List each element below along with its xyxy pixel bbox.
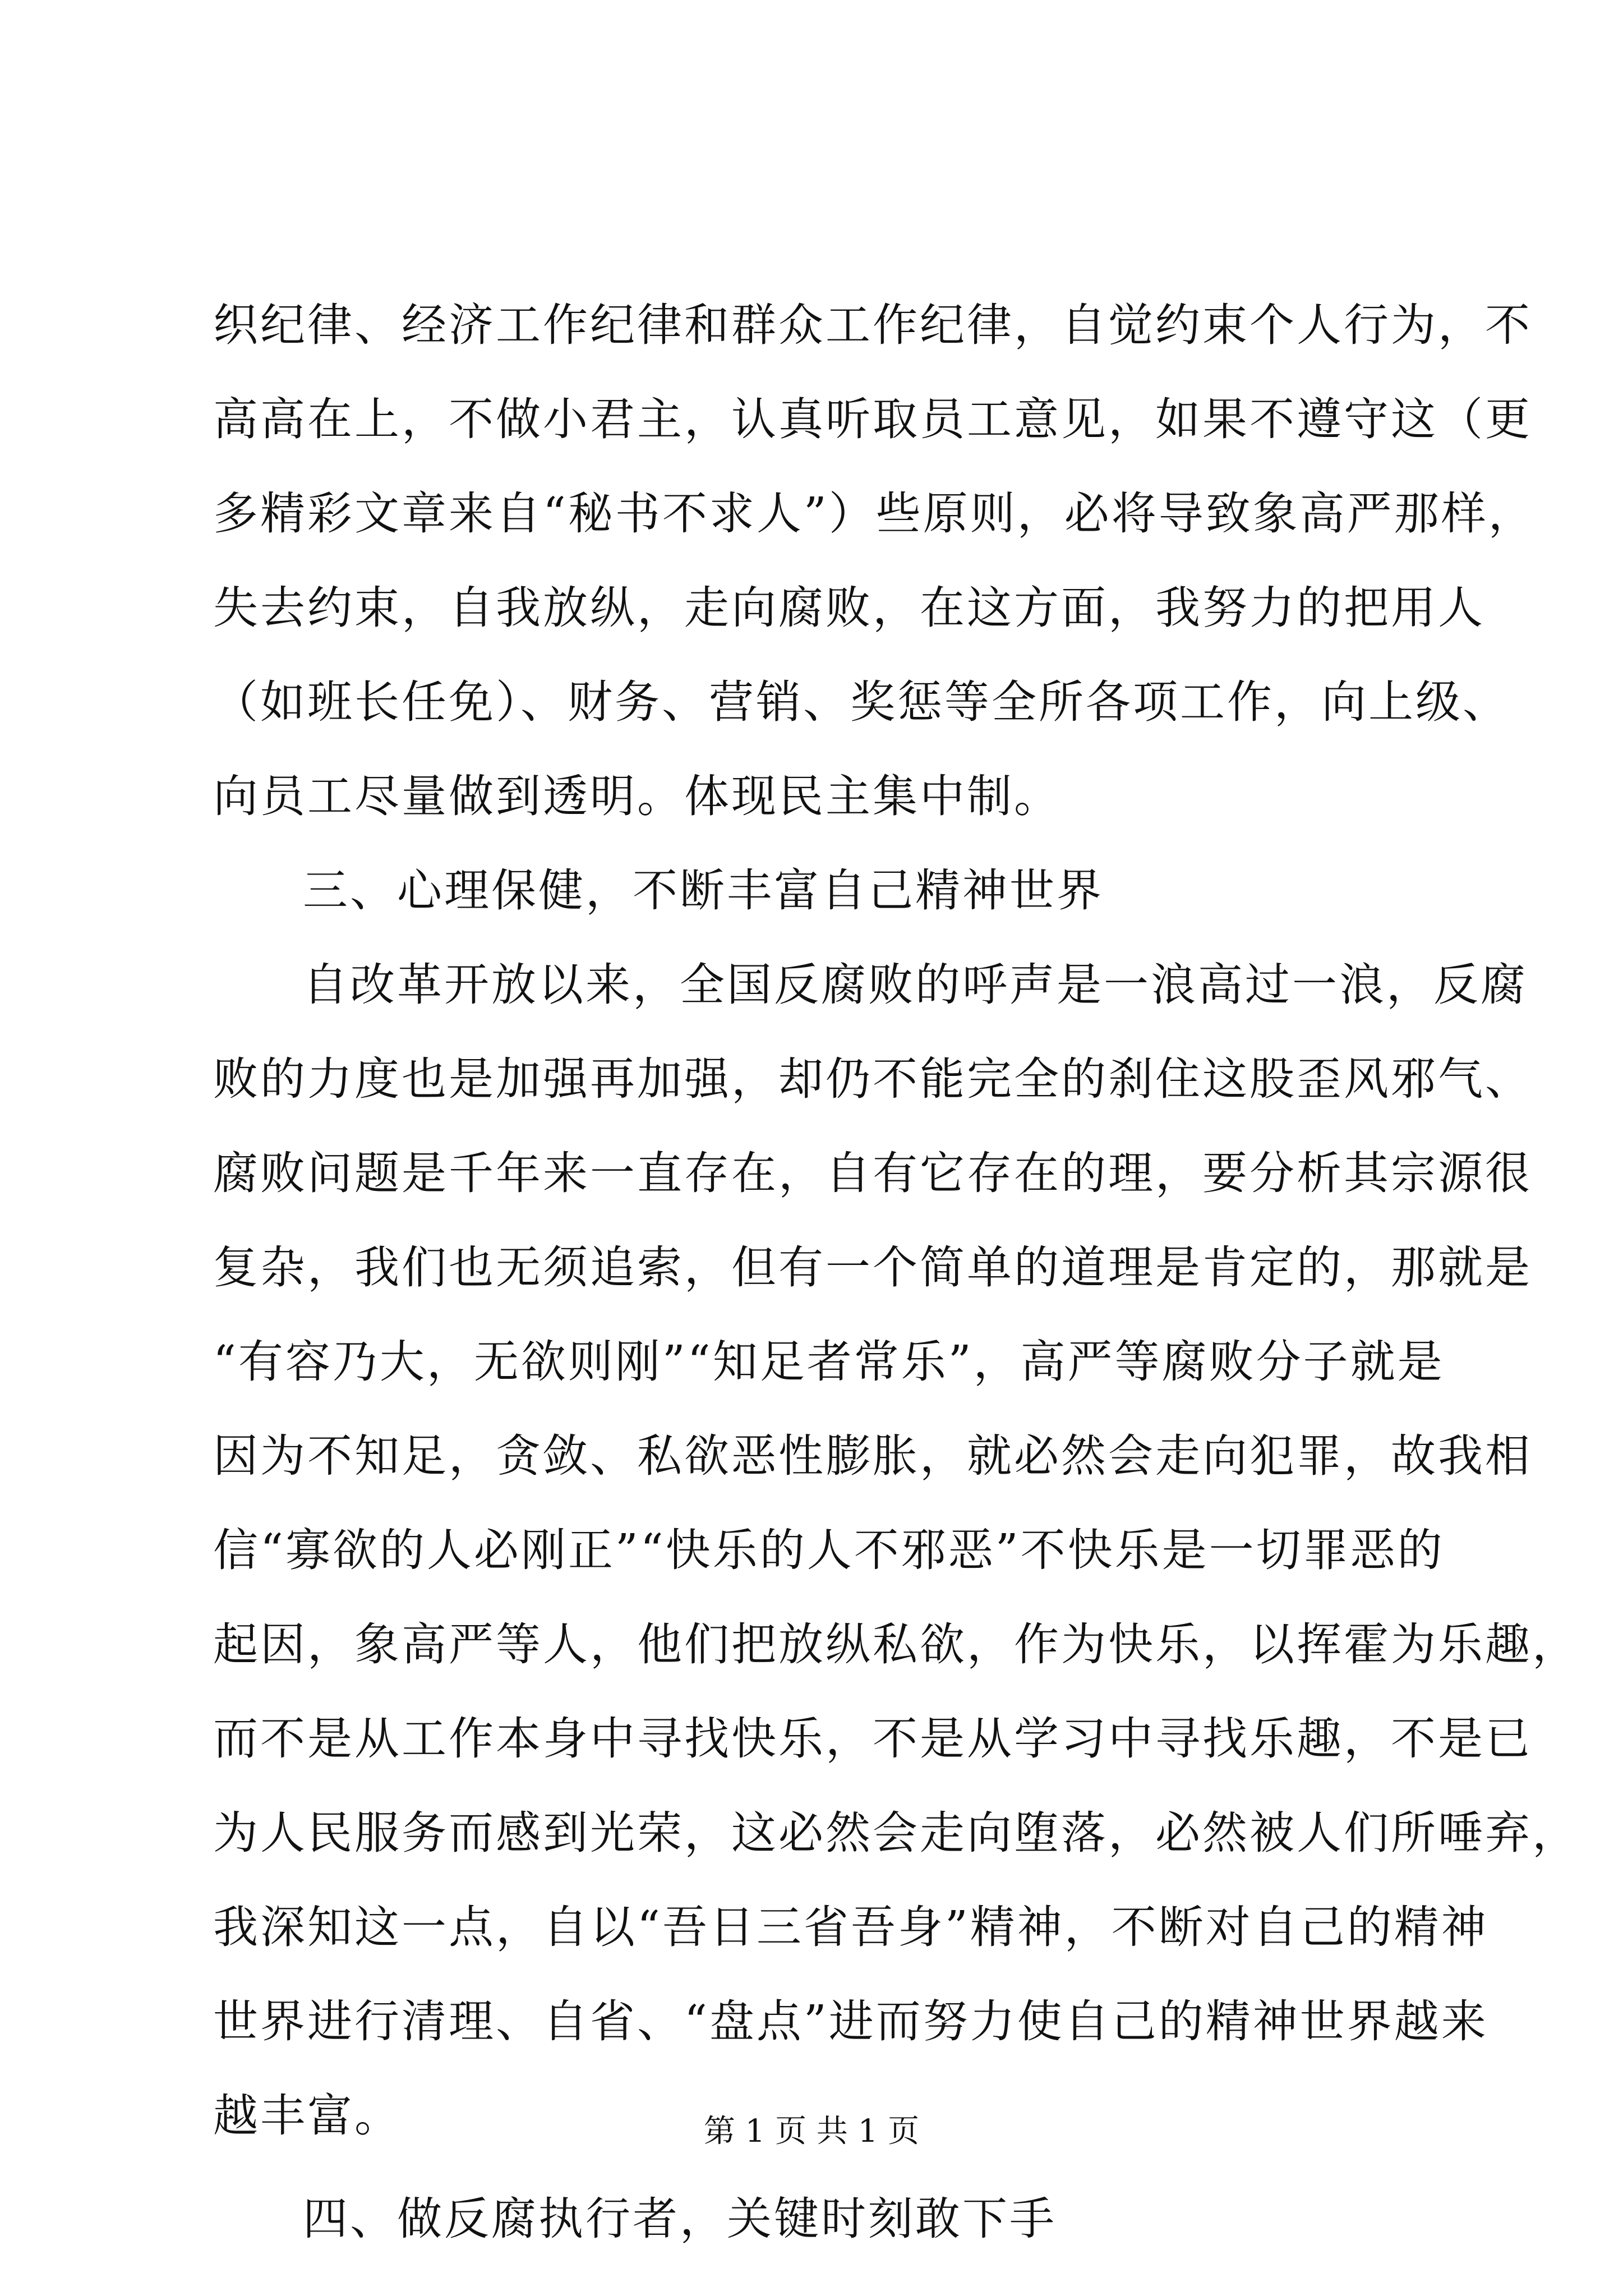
text-line: 织纪律、经济工作纪律和群众工作纪律，自觉约束个人行为，不: [213, 299, 1532, 351]
text-line: 因为不知足，贪敛、私欲恶性膨胀，就必然会走向犯罪，故我相: [213, 1430, 1532, 1482]
text-line: 多精彩文章来自“秘书不求人”）些原则，必将导致象高严那样，: [213, 487, 1536, 540]
text-line: 高高在上，不做小君主，认真听取员工意见，如果不遵守这（更: [213, 393, 1532, 445]
text-line: 世界进行清理、自省、“盘点”进而努力使自己的精神世界越来: [213, 1995, 1488, 2047]
section-heading: 三、心理保健，不断丰富自己精神世界: [303, 864, 1104, 917]
text-line: 自改革开放以来，全国反腐败的呼声是一浪高过一浪，反腐: [303, 959, 1528, 1011]
text-line: 失去约束，自我放纵，走向腐败，在这方面，我努力的把用人: [213, 582, 1485, 634]
text-line: （如班长任免）、财务、营销、奖惩等全所各项工作，向上级、: [213, 676, 1510, 728]
text-line: 腐败问题是千年来一直存在，自有它存在的理，要分析其宗源很: [213, 1147, 1532, 1199]
text-line: 越丰富。: [213, 2090, 402, 2142]
text-line: 败的力度也是加强再加强，却仍不能完全的刹住这股歪风邪气、: [213, 1053, 1532, 1105]
section-heading: 四、做反腐执行者，关键时刻敢下手: [303, 2193, 1057, 2245]
text-line: 为人民服务而感到光荣，这必然会走向堕落，必然被人们所唾弃，: [213, 1807, 1579, 1859]
page-footer: 第 1 页 共 1 页: [703, 2113, 920, 2150]
text-line: 信“寡欲的人必刚正”“快乐的人不邪恶”不快乐是一切罪恶的: [213, 1524, 1445, 1576]
text-line: 起因，象高严等人，他们把放纵私欲，作为快乐，以挥霍为乐趣，: [213, 1618, 1579, 1671]
text-line: 我深知这一点，自以“吾日三省吾身”精神，不断对自己的精神: [213, 1901, 1488, 1953]
text-line: “有容乃大，无欲则刚”“知足者常乐”，高严等腐败分子就是: [213, 1336, 1445, 1388]
text-line: 复杂，我们也无须追索，但有一个简单的道理是肯定的，那就是: [213, 1241, 1532, 1294]
text-line: 向员工尽量做到透明。体现民主集中制。: [213, 770, 1061, 822]
text-line: 而不是从工作本身中寻找快乐，不是从学习中寻找乐趣，不是已: [213, 1713, 1532, 1765]
